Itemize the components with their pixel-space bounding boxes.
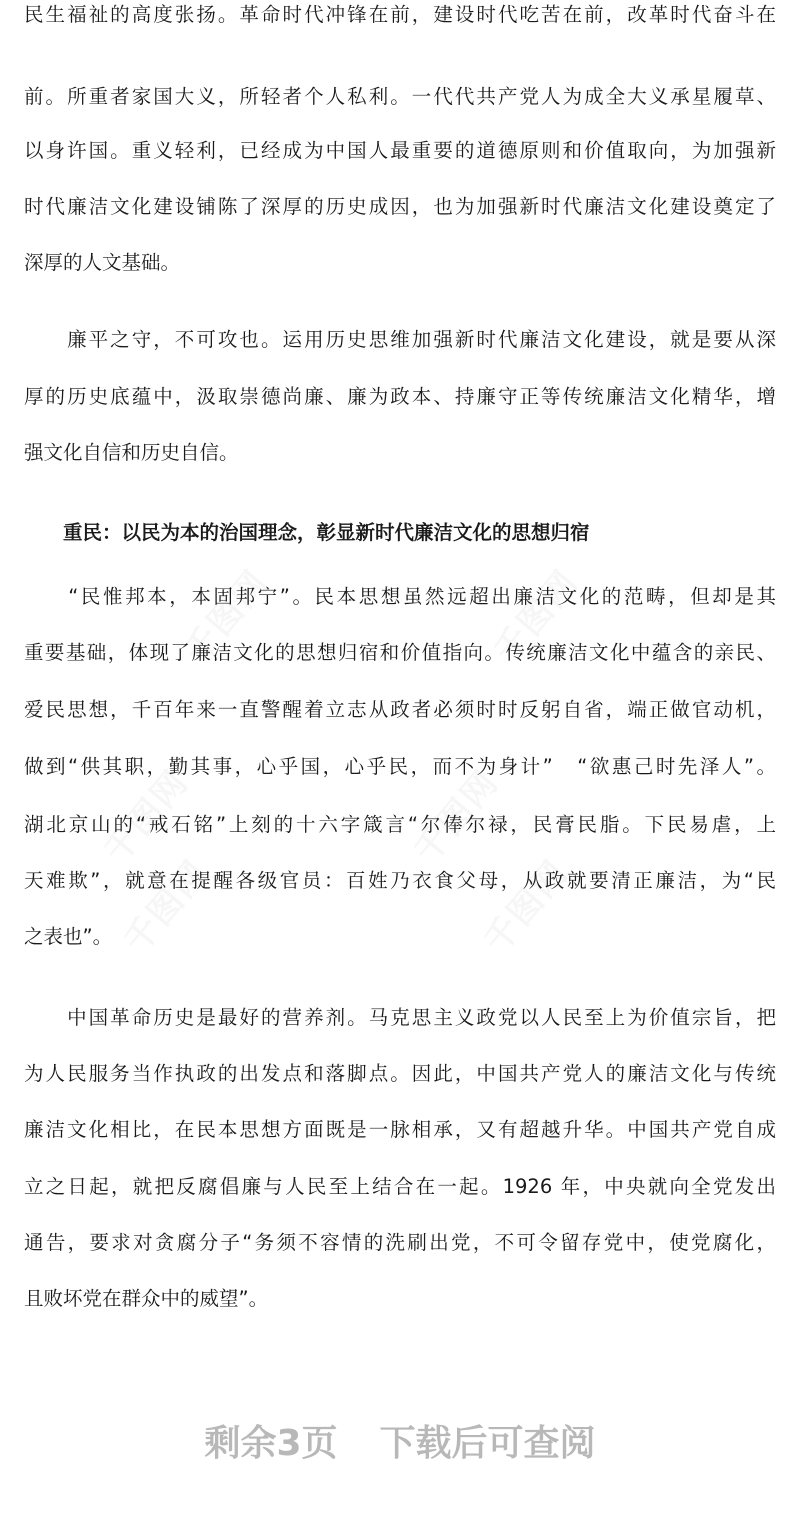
paragraph-line: 且败坏党在群众中的威望”。 xyxy=(24,1287,269,1310)
download-to-view-label[interactable]: 下载后可查阅 xyxy=(379,1423,596,1464)
watermark-logo: 千图网 xyxy=(486,562,587,671)
paragraph-line: 天难欺”，就意在提醒各级官员：百姓乃衣食父母，从政就要清正廉洁，为“民 xyxy=(24,869,776,892)
paragraph-line: 深厚的人文基础。 xyxy=(24,251,181,274)
paragraph-line: 通告，要求对贪腐分子“务须不容情的洗刷出党，不可令留存党中，使党腐化， xyxy=(24,1231,776,1254)
watermark-logo: 千图网 xyxy=(406,762,507,871)
paragraph-line: 廉平之守，不可攻也。运用历史思维加强新时代廉洁文化建设，就是要从深 xyxy=(24,328,776,351)
watermark-logo: 千图网 xyxy=(96,762,197,871)
paragraph-line: 以身许国。重义轻利，已经成为中国人最重要的道德原则和价值取向，为加强新 xyxy=(24,139,776,162)
watermark-logo: 千图网 xyxy=(476,852,577,961)
remaining-pages-label[interactable]: 剩余3页 xyxy=(204,1423,338,1464)
paragraph-line: 重要基础，体现了廉洁文化的思想归宿和价值指向。传统廉洁文化中蕴含的亲民、 xyxy=(24,641,776,664)
watermark-logo: 千图网 xyxy=(176,562,277,671)
download-prompt[interactable] xyxy=(0,1418,800,1470)
paragraph-line: 做到“供其职，勤其事，心乎国，心乎民，而不为身计” “欲惠己时先泽人”。 xyxy=(24,755,776,778)
paragraph-line: 前。所重者家国大义，所轻者个人私利。一代代共产党人为成全大义承星履草、 xyxy=(24,85,776,108)
paragraph-line: 廉洁文化相比，在民本思想方面既是一脉相承，又有超越升华。中国共产党自成 xyxy=(24,1118,776,1141)
paragraph-line: “民惟邦本，本固邦宁”。民本思想虽然远超出廉洁文化的范畴，但却是其 xyxy=(24,585,776,608)
watermark-logo: 千图网 xyxy=(116,852,217,961)
paragraph-line: 厚的历史底蕴中，汲取崇德尚廉、廉为政本、持廉守正等传统廉洁文化精华，增 xyxy=(24,385,776,408)
paragraph-line: 爱民思想，千百年来一直警醒着立志从政者必须时时反躬自省，端正做官动机， xyxy=(24,698,776,721)
paragraph-line: 时代廉洁文化建设铺陈了深厚的历史成因，也为加强新时代廉洁文化建设奠定了 xyxy=(24,195,776,218)
paragraph-line: 为人民服务当作执政的出发点和落脚点。因此，中国共产党人的廉洁文化与传统 xyxy=(24,1062,776,1085)
paragraph-line: 立之日起，就把反腐倡廉与人民至上结合在一起。1926 年，中央就向全党发出 xyxy=(24,1175,776,1198)
paragraph-line: 民生福祉的高度张扬。革命时代冲锋在前，建设时代吃苦在前，改革时代奋斗在 xyxy=(24,3,776,26)
section-heading: 重民：以民为本的治国理念，彰显新时代廉洁文化的思想归宿 xyxy=(24,521,590,544)
paragraph-line: 强文化自信和历史自信。 xyxy=(24,441,239,464)
paragraph-line: 中国革命历史是最好的营养剂。马克思主义政党以人民至上为价值宗旨，把 xyxy=(24,1006,776,1029)
paragraph-line: 之表也”。 xyxy=(24,925,113,948)
paragraph-line: 湖北京山的“戒石铭”上刻的十六字箴言“尔俸尔禄，民膏民脂。下民易虐，上 xyxy=(24,813,776,836)
